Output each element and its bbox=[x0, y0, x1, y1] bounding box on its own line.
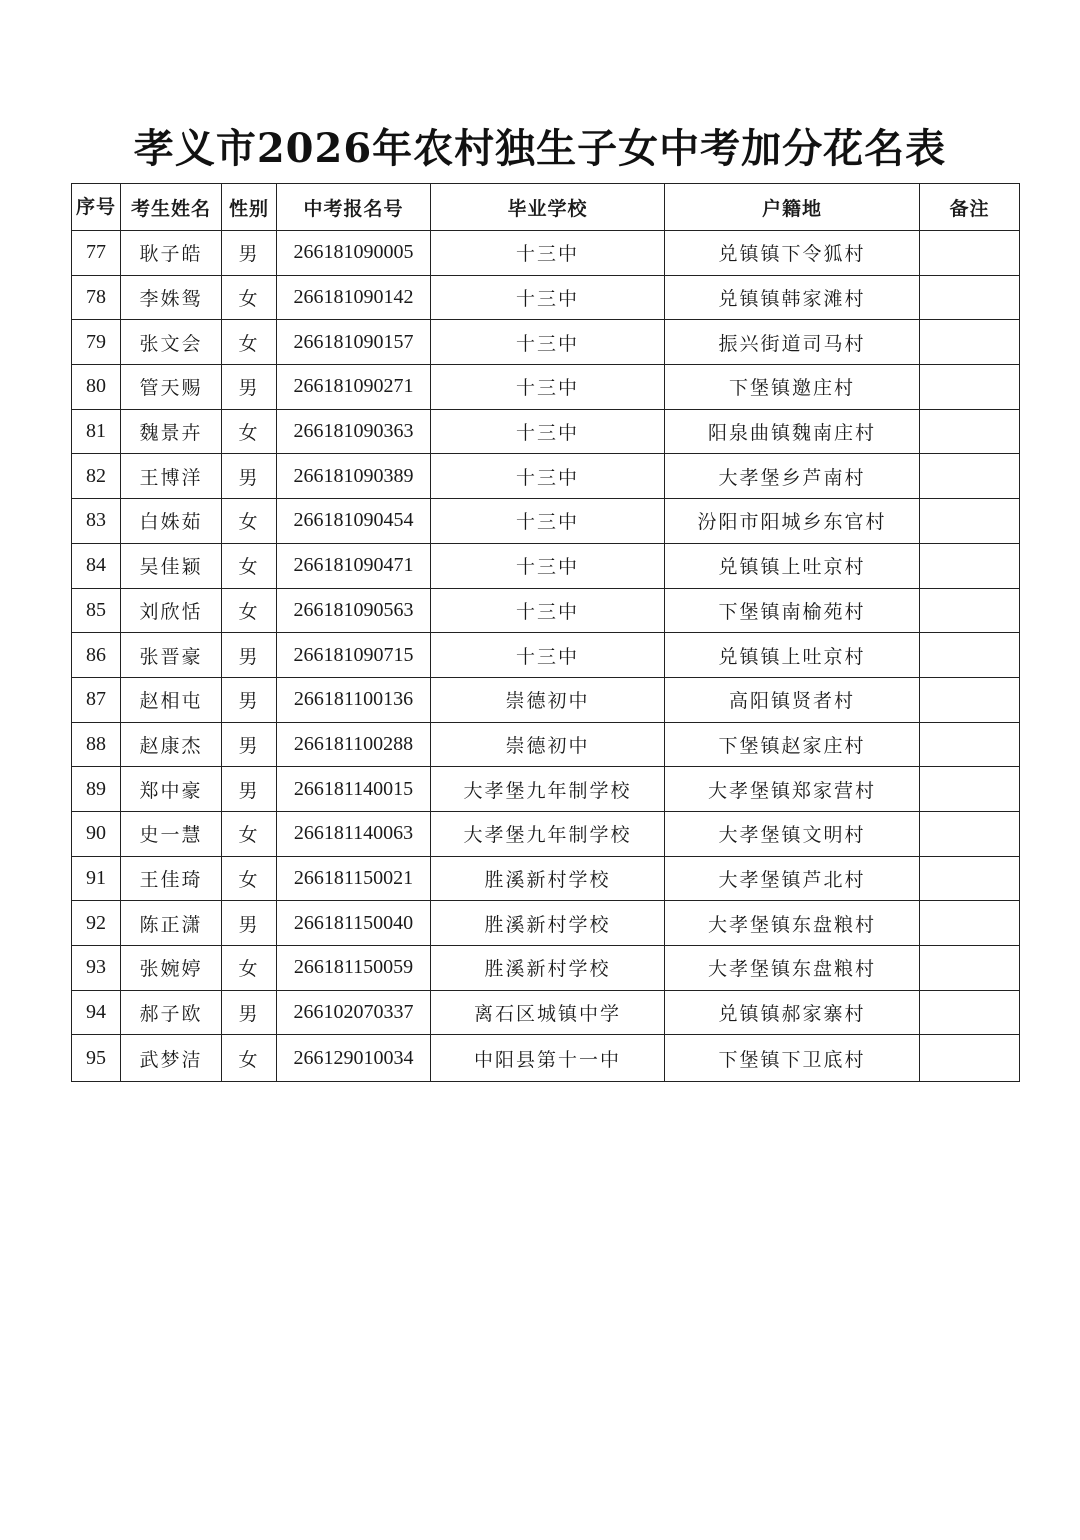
cell-remark bbox=[920, 767, 1020, 812]
cell-remark bbox=[920, 454, 1020, 499]
cell-regno: 266181150040 bbox=[277, 901, 431, 946]
col-header-gender: 性别 bbox=[222, 184, 277, 231]
col-header-name: 考生姓名 bbox=[121, 184, 222, 231]
cell-regno: 266181090389 bbox=[277, 454, 431, 499]
cell-school: 十三中 bbox=[431, 543, 665, 588]
cell-name: 张文会 bbox=[121, 320, 222, 365]
table-row bbox=[72, 990, 1020, 1035]
cell-regno: 266181090142 bbox=[277, 275, 431, 320]
cell-regno: 266181140063 bbox=[277, 811, 431, 856]
cell-regno: 266181090563 bbox=[277, 588, 431, 633]
cell-school: 十三中 bbox=[431, 231, 665, 276]
cell-school: 离石区城镇中学 bbox=[431, 990, 665, 1035]
cell-gender: 男 bbox=[222, 677, 277, 722]
cell-regno: 266181090471 bbox=[277, 543, 431, 588]
cell-seq: 87 bbox=[72, 677, 121, 722]
cell-hukou: 兑镇镇上吐京村 bbox=[665, 633, 920, 678]
cell-name: 郝子欧 bbox=[121, 990, 222, 1035]
cell-hukou: 下堡镇赵家庄村 bbox=[665, 722, 920, 767]
col-header-hukou: 户籍地 bbox=[665, 184, 920, 231]
cell-remark bbox=[920, 722, 1020, 767]
page-title: 孝义市2026年农村独生子女中考加分花名表 bbox=[133, 125, 947, 172]
cell-hukou: 兑镇镇韩家滩村 bbox=[665, 275, 920, 320]
cell-seq: 81 bbox=[72, 409, 121, 454]
cell-seq: 79 bbox=[72, 320, 121, 365]
cell-remark bbox=[920, 811, 1020, 856]
cell-remark bbox=[920, 588, 1020, 633]
cell-name: 郑中豪 bbox=[121, 767, 222, 812]
cell-name: 张晋豪 bbox=[121, 633, 222, 678]
roster-table bbox=[71, 183, 1020, 1082]
cell-name: 张婉婷 bbox=[121, 946, 222, 991]
cell-hukou: 下堡镇南榆苑村 bbox=[665, 588, 920, 633]
cell-name: 李姝鸳 bbox=[121, 275, 222, 320]
cell-gender: 女 bbox=[222, 856, 277, 901]
cell-seq: 91 bbox=[72, 856, 121, 901]
table-row bbox=[72, 633, 1020, 678]
cell-school: 十三中 bbox=[431, 633, 665, 678]
col-header-school: 毕业学校 bbox=[431, 184, 665, 231]
cell-school: 十三中 bbox=[431, 454, 665, 499]
cell-seq: 89 bbox=[72, 767, 121, 812]
cell-hukou: 振兴街道司马村 bbox=[665, 320, 920, 365]
cell-hukou: 下堡镇邀庄村 bbox=[665, 365, 920, 410]
col-header-remark: 备注 bbox=[920, 184, 1020, 231]
cell-regno: 266181090005 bbox=[277, 231, 431, 276]
cell-seq: 93 bbox=[72, 946, 121, 991]
cell-seq: 82 bbox=[72, 454, 121, 499]
cell-seq: 94 bbox=[72, 990, 121, 1035]
cell-gender: 女 bbox=[222, 811, 277, 856]
cell-hukou: 下堡镇下卫底村 bbox=[665, 1035, 920, 1082]
cell-name: 武梦洁 bbox=[121, 1035, 222, 1082]
cell-school: 中阳县第十一中 bbox=[431, 1035, 665, 1082]
cell-school: 十三中 bbox=[431, 365, 665, 410]
cell-seq: 80 bbox=[72, 365, 121, 410]
cell-gender: 男 bbox=[222, 633, 277, 678]
cell-seq: 90 bbox=[72, 811, 121, 856]
cell-seq: 84 bbox=[72, 543, 121, 588]
cell-hukou: 大孝堡乡芦南村 bbox=[665, 454, 920, 499]
cell-hukou: 大孝堡镇文明村 bbox=[665, 811, 920, 856]
col-header-seq: 序号 bbox=[72, 184, 121, 231]
cell-regno: 266102070337 bbox=[277, 990, 431, 1035]
cell-gender: 男 bbox=[222, 722, 277, 767]
cell-regno: 266181090363 bbox=[277, 409, 431, 454]
cell-regno: 266181140015 bbox=[277, 767, 431, 812]
cell-name: 吴佳颖 bbox=[121, 543, 222, 588]
cell-gender: 女 bbox=[222, 499, 277, 544]
cell-gender: 女 bbox=[222, 409, 277, 454]
cell-gender: 女 bbox=[222, 1035, 277, 1082]
cell-gender: 女 bbox=[222, 275, 277, 320]
cell-seq: 95 bbox=[72, 1035, 121, 1082]
cell-remark bbox=[920, 543, 1020, 588]
cell-remark bbox=[920, 856, 1020, 901]
cell-school: 十三中 bbox=[431, 588, 665, 633]
cell-hukou: 高阳镇贤者村 bbox=[665, 677, 920, 722]
cell-remark bbox=[920, 633, 1020, 678]
table-row bbox=[72, 677, 1020, 722]
cell-remark bbox=[920, 946, 1020, 991]
cell-name: 耿子皓 bbox=[121, 231, 222, 276]
cell-seq: 77 bbox=[72, 231, 121, 276]
table-row bbox=[72, 454, 1020, 499]
cell-regno: 266181090271 bbox=[277, 365, 431, 410]
cell-name: 刘欣恬 bbox=[121, 588, 222, 633]
cell-remark bbox=[920, 499, 1020, 544]
cell-hukou: 汾阳市阳城乡东官村 bbox=[665, 499, 920, 544]
table-row bbox=[72, 543, 1020, 588]
table-row bbox=[72, 320, 1020, 365]
cell-hukou: 大孝堡镇郑家营村 bbox=[665, 767, 920, 812]
cell-school: 胜溪新村学校 bbox=[431, 946, 665, 991]
cell-name: 魏景卉 bbox=[121, 409, 222, 454]
table-row bbox=[72, 722, 1020, 767]
cell-seq: 86 bbox=[72, 633, 121, 678]
table-row bbox=[72, 856, 1020, 901]
cell-gender: 男 bbox=[222, 365, 277, 410]
cell-remark bbox=[920, 901, 1020, 946]
cell-regno: 266129010034 bbox=[277, 1035, 431, 1082]
cell-school: 崇德初中 bbox=[431, 677, 665, 722]
cell-name: 赵康杰 bbox=[121, 722, 222, 767]
cell-regno: 266181100288 bbox=[277, 722, 431, 767]
cell-remark bbox=[920, 231, 1020, 276]
cell-name: 赵相屯 bbox=[121, 677, 222, 722]
cell-gender: 女 bbox=[222, 543, 277, 588]
cell-gender: 女 bbox=[222, 588, 277, 633]
cell-hukou: 大孝堡镇东盘粮村 bbox=[665, 946, 920, 991]
cell-name: 陈正潇 bbox=[121, 901, 222, 946]
cell-gender: 男 bbox=[222, 990, 277, 1035]
cell-remark bbox=[920, 677, 1020, 722]
cell-name: 史一慧 bbox=[121, 811, 222, 856]
cell-regno: 266181090157 bbox=[277, 320, 431, 365]
cell-gender: 男 bbox=[222, 767, 277, 812]
cell-remark bbox=[920, 990, 1020, 1035]
cell-seq: 78 bbox=[72, 275, 121, 320]
cell-gender: 男 bbox=[222, 231, 277, 276]
cell-remark bbox=[920, 409, 1020, 454]
roster-body bbox=[72, 231, 1020, 1082]
cell-name: 王佳琦 bbox=[121, 856, 222, 901]
table-row bbox=[72, 946, 1020, 991]
cell-regno: 266181090715 bbox=[277, 633, 431, 678]
table-row bbox=[72, 275, 1020, 320]
cell-hukou: 兑镇镇郝家寨村 bbox=[665, 990, 920, 1035]
cell-hukou: 大孝堡镇芦北村 bbox=[665, 856, 920, 901]
cell-seq: 88 bbox=[72, 722, 121, 767]
cell-school: 大孝堡九年制学校 bbox=[431, 767, 665, 812]
cell-seq: 92 bbox=[72, 901, 121, 946]
cell-hukou: 兑镇镇下令狐村 bbox=[665, 231, 920, 276]
table-row bbox=[72, 767, 1020, 812]
table-row bbox=[72, 231, 1020, 276]
table-row bbox=[72, 588, 1020, 633]
cell-name: 白姝茹 bbox=[121, 499, 222, 544]
cell-regno: 266181150021 bbox=[277, 856, 431, 901]
cell-gender: 男 bbox=[222, 454, 277, 499]
cell-school: 胜溪新村学校 bbox=[431, 901, 665, 946]
cell-school: 十三中 bbox=[431, 320, 665, 365]
table-row bbox=[72, 901, 1020, 946]
table-row bbox=[72, 499, 1020, 544]
cell-gender: 女 bbox=[222, 320, 277, 365]
cell-school: 大孝堡九年制学校 bbox=[431, 811, 665, 856]
cell-seq: 83 bbox=[72, 499, 121, 544]
cell-name: 王博洋 bbox=[121, 454, 222, 499]
cell-hukou: 兑镇镇上吐京村 bbox=[665, 543, 920, 588]
cell-school: 十三中 bbox=[431, 275, 665, 320]
cell-gender: 女 bbox=[222, 946, 277, 991]
cell-name: 管天赐 bbox=[121, 365, 222, 410]
cell-regno: 266181150059 bbox=[277, 946, 431, 991]
table-row bbox=[72, 1035, 1020, 1082]
cell-school: 胜溪新村学校 bbox=[431, 856, 665, 901]
cell-regno: 266181100136 bbox=[277, 677, 431, 722]
cell-regno: 266181090454 bbox=[277, 499, 431, 544]
cell-remark bbox=[920, 275, 1020, 320]
table-row bbox=[72, 409, 1020, 454]
cell-remark bbox=[920, 320, 1020, 365]
cell-school: 十三中 bbox=[431, 409, 665, 454]
cell-hukou: 大孝堡镇东盘粮村 bbox=[665, 901, 920, 946]
col-header-regno: 中考报名号 bbox=[277, 184, 431, 231]
cell-gender: 男 bbox=[222, 901, 277, 946]
header-row bbox=[72, 184, 1020, 231]
cell-school: 崇德初中 bbox=[431, 722, 665, 767]
cell-remark bbox=[920, 365, 1020, 410]
cell-hukou: 阳泉曲镇魏南庄村 bbox=[665, 409, 920, 454]
table-row bbox=[72, 811, 1020, 856]
cell-school: 十三中 bbox=[431, 499, 665, 544]
cell-seq: 85 bbox=[72, 588, 121, 633]
cell-remark bbox=[920, 1035, 1020, 1082]
table-row bbox=[72, 365, 1020, 410]
